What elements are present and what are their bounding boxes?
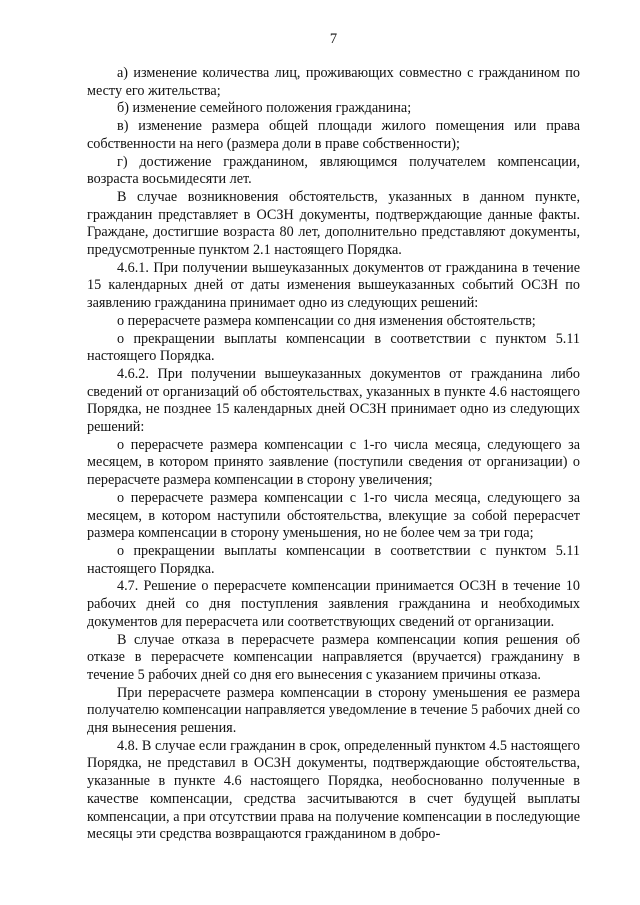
paragraph-decrease-notice: При перерасчете размера компенсации в сторону уменьшения ее размера получателю компенсации направляется уведомление в течение 5 рабочих дней со дня вынесения решения. (87, 684, 580, 737)
paragraph-recalc-decrease: о перерасчете размера компенсации с 1-го числа месяца, следующего за месяцем, в котором наступили обстоятельства, влекущие за собой перерасчет размера компенсации в сторону уменьшения, но не более чем за три года; (87, 489, 580, 542)
paragraph-item-g: г) достижение гражданином, являющимся получателем компенсации, возраста восьмидесяти лет. (87, 153, 580, 188)
paragraph-stop-payment: о прекращении выплаты компенсации в соответствии с пунктом 5.11 настоящего Порядка. (87, 542, 580, 577)
paragraph-4-6-1: 4.6.1. При получении вышеуказанных документов от гражданина в течение 15 календарных дней от даты изменения вышеуказанных событий ОСЗН по заявлению гражданина принимает одно из следующих решений: (87, 259, 580, 312)
paragraph-item-a: а) изменение количества лиц, проживающих совместно с гражданином по месту его жительства; (87, 65, 580, 99)
paragraph-decision-stop: о прекращении выплаты компенсации в соответствии с пунктом 5.11 настоящего Порядка. (87, 330, 580, 365)
paragraph-4-6-2: 4.6.2. При получении вышеуказанных документов от гражданина либо сведений от организаций об обстоятельствах, указанных в пункте 4.6 настоящего Порядка, не позднее 15 календарных дней ОСЗН принимает одно из следующих решений: (87, 365, 580, 436)
page-number: 7 (329, 31, 338, 47)
paragraph-decision-recalc: о перерасчете размера компенсации со дня изменения обстоятельств; (117, 312, 536, 329)
document-page (87, 30, 580, 844)
paragraph-refusal: В случае отказа в перерасчете размера компенсации копия решения об отказе в перерасчете компенсации направляется (вручается) гражданину в течение 5 рабочих дней со дня его вынесения с указанием причины отказа. (87, 631, 580, 683)
paragraph-item-v: в) изменение размера общей площади жилого помещения или права собственности на него (размера доли в праве собственности); (87, 118, 580, 152)
paragraph-4-7: 4.7. Решение о перерасчете компенсации принимается ОСЗН в течение 10 рабочих дней со дня поступления заявления гражданина и необходимых документов для перерасчета или соответствующих сведений от организации. (87, 578, 580, 630)
paragraph-item-b: б) изменение семейного положения гражданина; (117, 100, 412, 117)
paragraph-4-8: 4.8. В случае если гражданин в срок, определенный пунктом 4.5 настоящего Порядка, не представил в ОСЗН документы, подтверждающие обстоятельства, указанные в пункте 4.6 настоящего Порядка, необоснованно полученные в качестве компенсации, средства засчитываются в счет будущей выплаты компенсации, а при отсутствии права на получение компенсации в последующие месяцы эти средства возвращаются гражданином в добро- (87, 737, 580, 843)
paragraph-recalc-increase: о перерасчете размера компенсации с 1-го числа месяца, следующего за месяцем, в котором принято заявление (поступили сведения от организации) о перерасчете размера компенсации в сторону увеличения; (87, 436, 580, 489)
paragraph-circumstances: В случае возникновения обстоятельств, указанных в данном пункте, гражданин представляет в ОСЗН документы, подтверждающие данные факты. Граждане, достигшие возраста 80 лет, дополнительно представляют документы, предусмотренные пунктом 2.1 настоящего Порядка. (87, 188, 580, 259)
